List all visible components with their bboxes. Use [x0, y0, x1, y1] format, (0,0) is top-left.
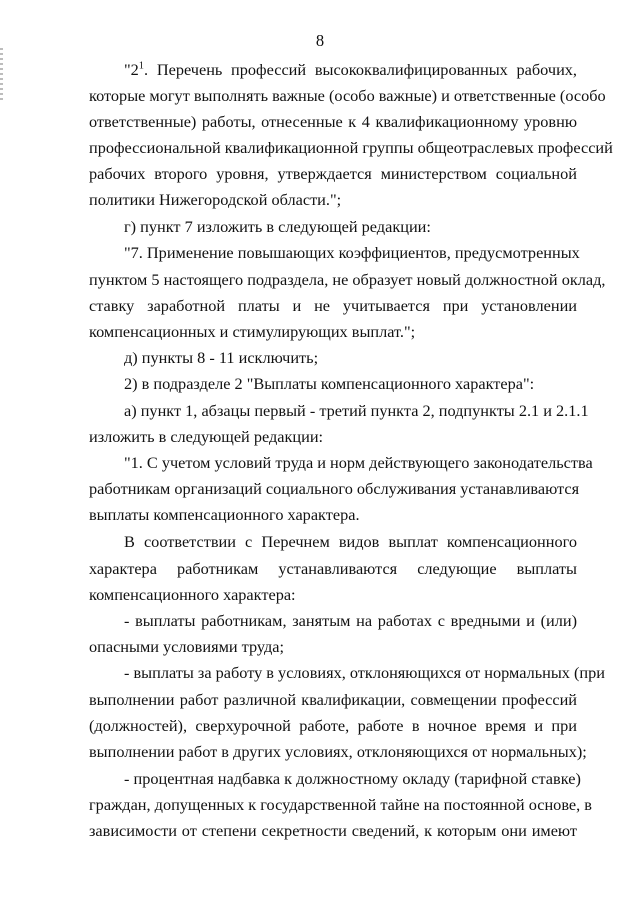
text-line: зависимости от степени секретности сведений, к которым они имеют: [89, 821, 577, 840]
text-fragment: . Перечень профессий высококвалифицированных рабочих,: [144, 60, 577, 79]
text-line: опасными условиями труда;: [89, 637, 285, 656]
text-line: ставку заработной платы и не учитывается при установлении: [89, 296, 577, 315]
text-line: - выплаты за работу в условиях, отклоняющихся от нормальных (при: [124, 663, 605, 682]
text-line: (должностей), сверхурочной работе, работе в ночное время и при: [89, 716, 577, 735]
text-line: [124, 58, 577, 82]
text-line: изложить в следующей редакции:: [89, 427, 324, 446]
text-line: "1. С учетом условий труда и норм действующего законодательства: [124, 453, 593, 472]
text-line: 2) в подразделе 2 "Выплаты компенсационного характера":: [124, 374, 535, 393]
text-line: - выплаты работникам, занятым на работах с вредными и (или): [124, 611, 577, 630]
text-line: ответственные) работы, отнесенные к 4 квалификационному уровню: [89, 112, 577, 131]
margin-scan-mark: [0, 48, 3, 102]
text-line: пунктом 5 настоящего подраздела, не образует новый должностной оклад,: [89, 270, 606, 289]
text-line: - процентная надбавка к должностному окладу (тарифной ставке): [124, 769, 581, 788]
text-line: д) пункты 8 - 11 исключить;: [124, 348, 319, 367]
text-line: которые могут выполнять важные (особо важные) и ответственные (особо: [89, 86, 606, 105]
text-line: компенсационных и стимулирующих выплат.";: [89, 322, 416, 341]
text-line: работникам организаций социального обслуживания устанавливаются: [89, 479, 580, 498]
superscript: 1: [138, 60, 145, 72]
text-line: а) пункт 1, абзацы первый - третий пункта 2, подпункты 2.1 и 2.1.1: [124, 401, 589, 420]
text-line: политики Нижегородской области.";: [89, 190, 342, 209]
text-line: характера работникам устанавливаются следующие выплаты: [89, 559, 577, 578]
text-line: компенсационного характера:: [89, 585, 296, 604]
text-line: "7. Применение повышающих коэффициентов, предусмотренных: [124, 243, 580, 262]
text-line: выполнении работ в других условиях, отклоняющихся от нормальных);: [89, 742, 587, 761]
text-line: выполнении работ различной квалификации, совмещении профессий: [89, 690, 577, 709]
text-line: рабочих второго уровня, утверждается министерством социальной: [89, 164, 577, 183]
text-fragment: "2: [124, 60, 139, 79]
text-line: выплаты компенсационного характера.: [89, 505, 360, 524]
text-line: граждан, допущенных к государственной тайне на постоянной основе, в: [89, 795, 592, 814]
text-line: г) пункт 7 изложить в следующей редакции:: [124, 217, 431, 236]
text-line: В соответствии с Перечнем видов выплат компенсационного: [124, 532, 577, 551]
page-number: 8: [315, 31, 325, 50]
text-line: профессиональной квалификационной группы общеотраслевых профессий: [89, 138, 613, 157]
